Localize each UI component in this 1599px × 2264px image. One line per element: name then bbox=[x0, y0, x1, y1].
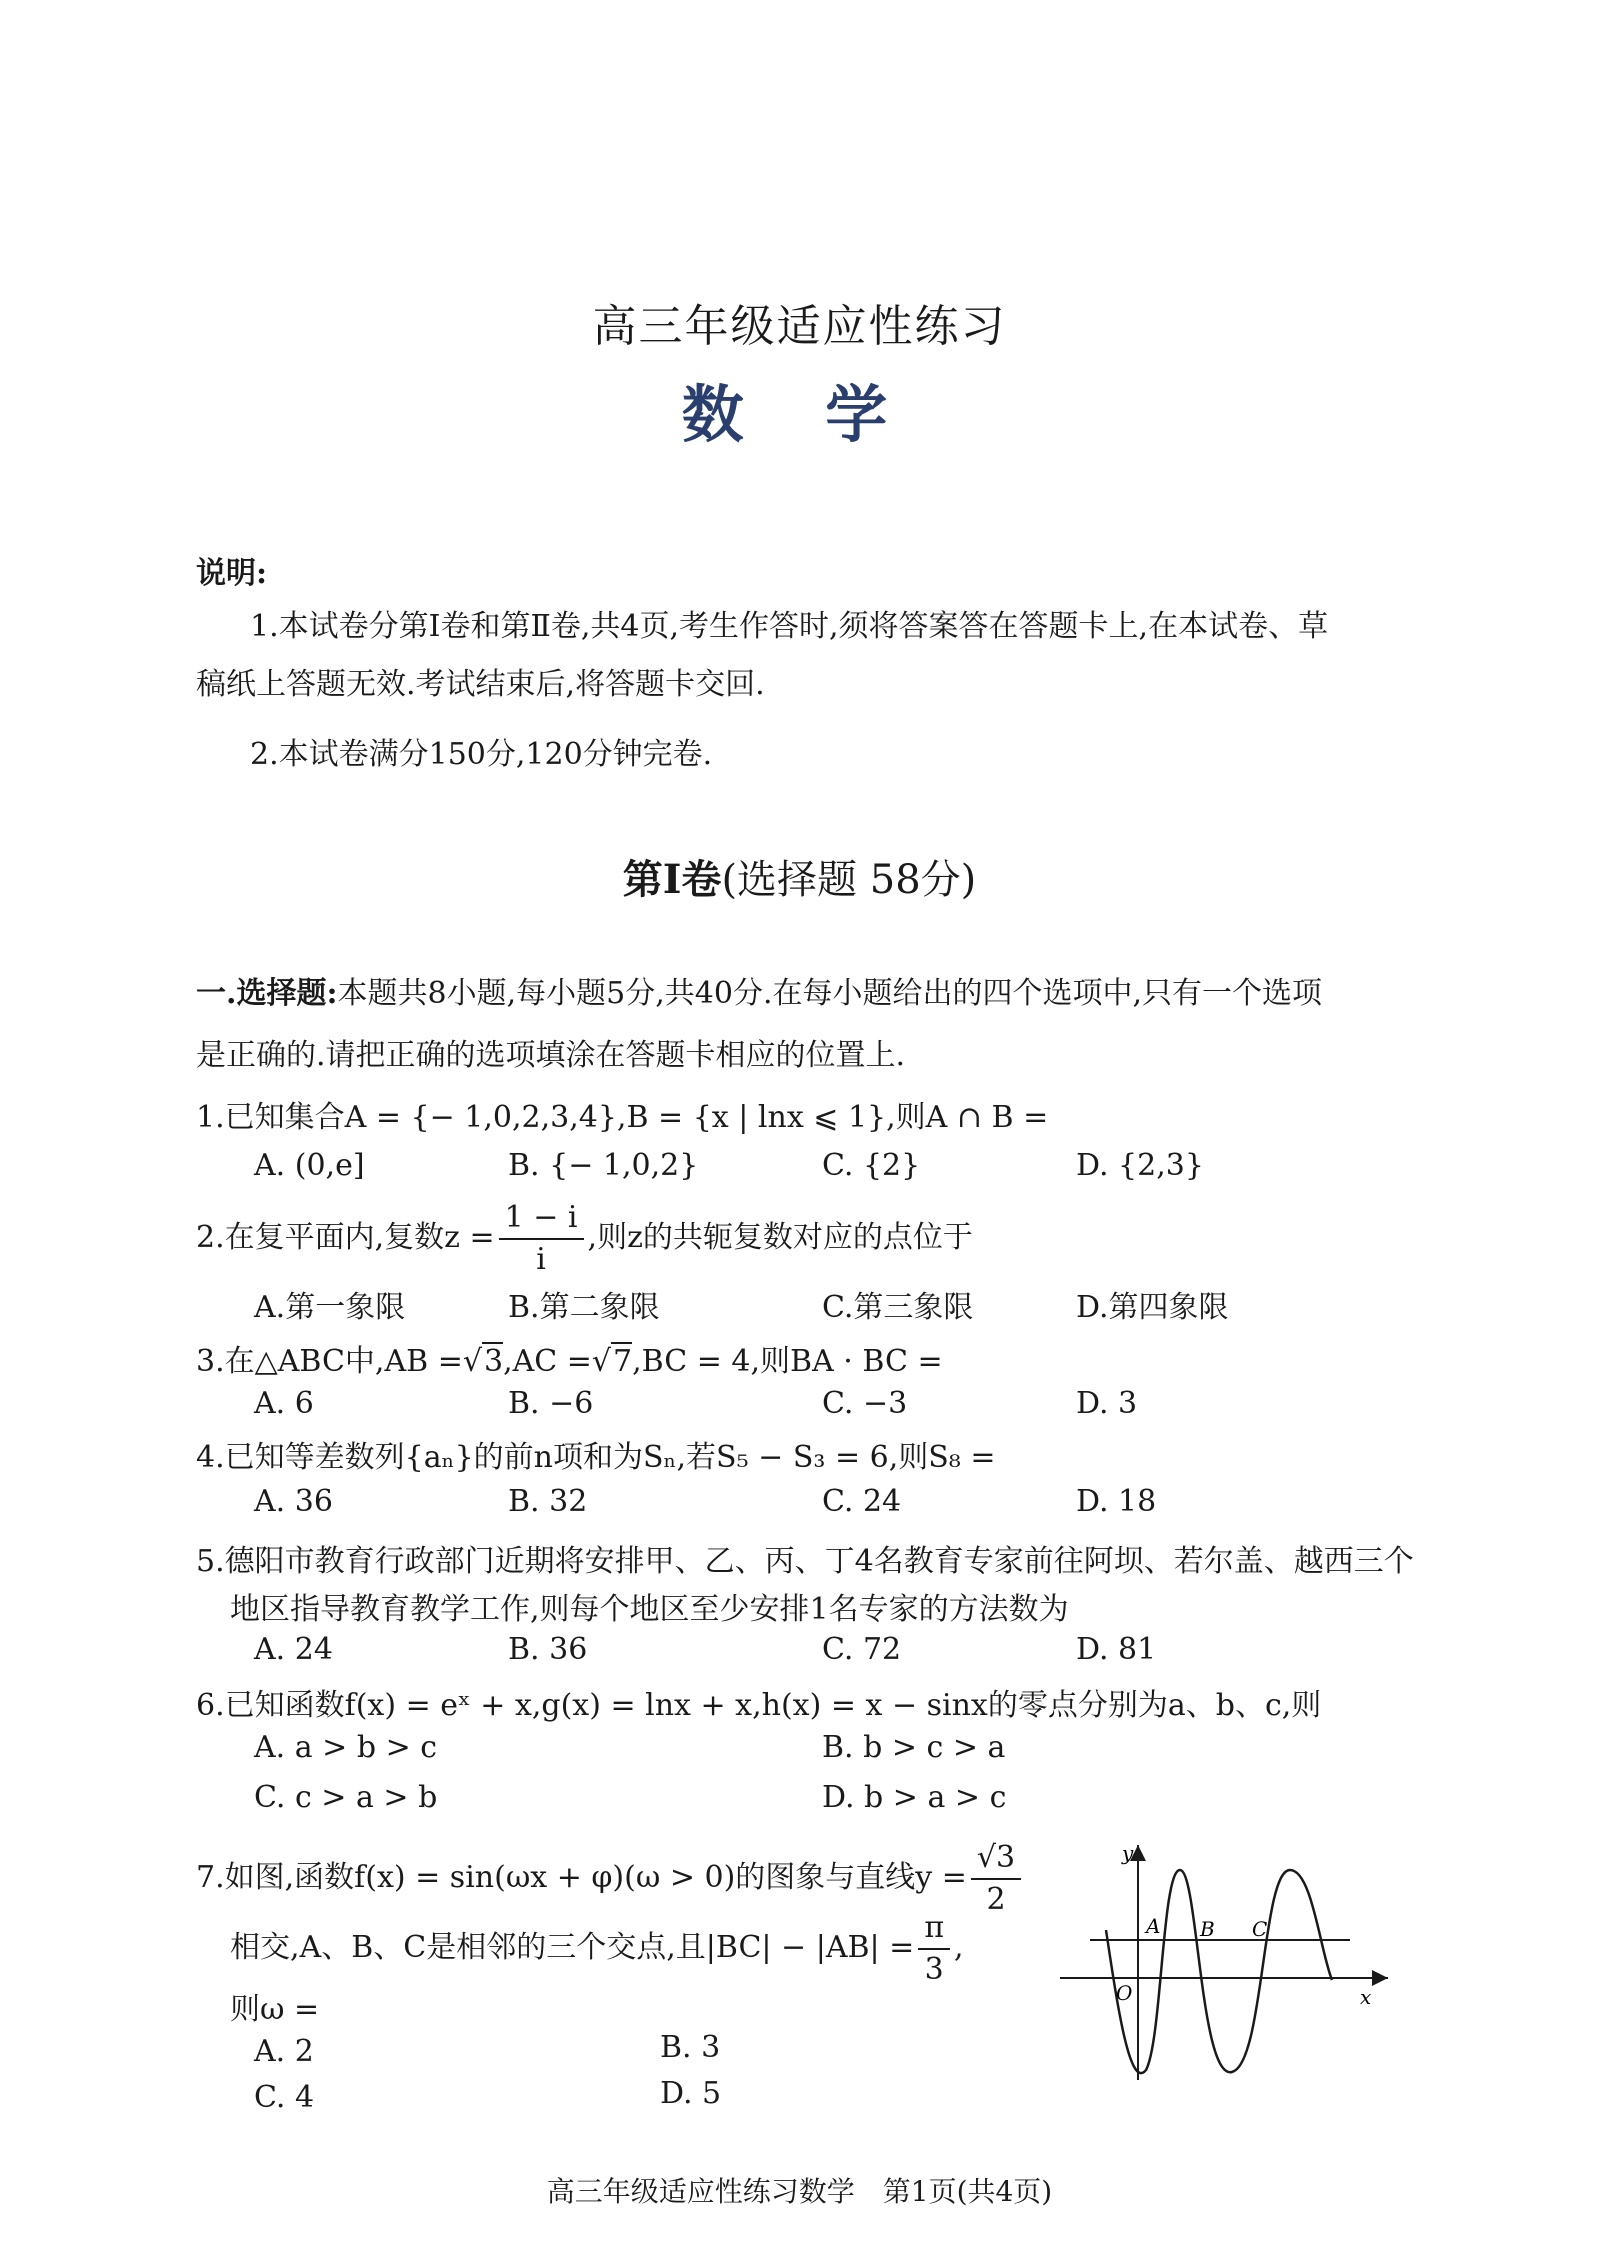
question-7-fraction-1-numerator: √3 bbox=[971, 1838, 1021, 1880]
question-3-option-d: D. 3 bbox=[1076, 1386, 1138, 1421]
question-2-fraction-denominator: i bbox=[536, 1242, 546, 1277]
origin-label: O bbox=[1116, 1981, 1133, 2005]
question-7-figure bbox=[1050, 1830, 1400, 2090]
part1-heading-bold: 一.选择题: bbox=[196, 976, 338, 1011]
question-3-stem-pre: 3.在△ABC中,AB = bbox=[196, 1344, 463, 1379]
question-5-option-c: C. 72 bbox=[822, 1632, 902, 1667]
instruction-2: 2.本试卷满分150分,120分钟完卷. bbox=[250, 737, 713, 772]
question-7-stem-pre: 7.如图,函数f(x) = sin(ωx + φ)(ω > 0)的图象与直线y = bbox=[196, 1860, 967, 1895]
question-4-option-c: C. 24 bbox=[822, 1484, 902, 1519]
question-7-fraction-2 bbox=[918, 1908, 950, 1990]
question-6-stem: 6.已知函数f(x) = eˣ + x,g(x) = lnx + x,h(x) = x − sinx的零点分别为a、b、c,则 bbox=[196, 1688, 1322, 1723]
question-7-fraction-1 bbox=[971, 1838, 1021, 1920]
question-5-stem-line-1: 5.德阳市教育行政部门近期将安排甲、乙、丙、丁4名教育专家前往阿坝、若尔盖、越西三个 bbox=[196, 1544, 1414, 1579]
question-3-stem-post: ,BC = 4,则BA · BC = bbox=[632, 1344, 943, 1379]
instructions-label: 说明: bbox=[196, 556, 268, 591]
question-6-option-d: D. b > a > c bbox=[822, 1780, 1007, 1815]
part1-heading-line-1 bbox=[196, 968, 1322, 1012]
question-7-option-d: D. 5 bbox=[660, 2076, 722, 2111]
section-title-rest: (选择题 58分) bbox=[721, 857, 977, 903]
question-1-option-a: A. (0,e] bbox=[254, 1148, 365, 1183]
point-a-label: A bbox=[1146, 1914, 1161, 1938]
question-5-option-a: A. 24 bbox=[254, 1632, 333, 1667]
question-7-fraction-2-numerator: π bbox=[918, 1908, 950, 1950]
sine-curve bbox=[1106, 1870, 1332, 2073]
exam-title: 高三年级适应性练习 bbox=[592, 301, 1007, 352]
question-7-line-2-post: , bbox=[954, 1930, 964, 1965]
section-title-bold: 第I卷 bbox=[622, 856, 722, 903]
question-2-option-a: A.第一象限 bbox=[254, 1290, 406, 1325]
question-7-line-2-pre: 相交,A、B、C是相邻的三个交点,且|BC| − |AB| = bbox=[230, 1930, 915, 1965]
question-3-stem-mid: ,AC = bbox=[503, 1344, 592, 1379]
question-6-option-a: A. a > b > c bbox=[254, 1730, 438, 1765]
question-3-stem bbox=[196, 1336, 943, 1380]
point-b-label: B bbox=[1200, 1917, 1215, 1941]
question-7-fraction-2-denominator: 3 bbox=[924, 1952, 944, 1987]
question-2-option-d: D.第四象限 bbox=[1076, 1290, 1229, 1325]
question-7-option-c: C. 4 bbox=[254, 2080, 315, 2115]
question-2-option-c: C.第三象限 bbox=[822, 1290, 974, 1325]
question-7-option-a: A. 2 bbox=[254, 2034, 314, 2069]
question-2-stem-pre: 2.在复平面内,复数z = bbox=[196, 1220, 495, 1255]
question-1-option-d: D. {2,3} bbox=[1076, 1148, 1204, 1183]
question-4-option-a: A. 36 bbox=[254, 1484, 333, 1519]
sqrt-icon: √ bbox=[462, 1344, 482, 1379]
question-3-option-c: C. −3 bbox=[822, 1386, 908, 1421]
question-2-option-b: B.第二象限 bbox=[508, 1290, 660, 1325]
question-3-option-b: B. −6 bbox=[508, 1386, 594, 1421]
question-6-option-b: B. b > c > a bbox=[822, 1730, 1006, 1765]
question-6-option-c: C. c > a > b bbox=[254, 1780, 438, 1815]
question-3-sqrt-1: 3 bbox=[483, 1344, 504, 1379]
sqrt-icon: √ bbox=[591, 1344, 612, 1379]
point-c-label: C bbox=[1252, 1917, 1268, 1941]
subject-title: 数 学 bbox=[681, 378, 918, 451]
part1-heading-rest: 本题共8小题,每小题5分,共40分.在每小题给出的四个选项中,只有一个选项 bbox=[337, 976, 1323, 1011]
question-4-stem: 4.已知等差数列{aₙ}的前n项和为Sₙ,若S₅ − S₃ = 6,则S₈ = bbox=[196, 1440, 996, 1475]
x-axis-label: x bbox=[1360, 1985, 1372, 2009]
question-5-option-b: B. 36 bbox=[508, 1632, 588, 1667]
question-5-option-d: D. 81 bbox=[1076, 1632, 1157, 1667]
question-1-option-c: C. {2} bbox=[822, 1148, 921, 1183]
question-2-stem bbox=[196, 1198, 973, 1280]
question-4-option-b: B. 32 bbox=[508, 1484, 588, 1519]
part1-heading-line-2: 是正确的.请把正确的选项填涂在答题卡相应的位置上. bbox=[196, 1038, 906, 1073]
question-4-option-d: D. 18 bbox=[1076, 1484, 1157, 1519]
question-3-option-a: A. 6 bbox=[254, 1386, 314, 1421]
question-2-fraction bbox=[499, 1198, 584, 1280]
question-2-stem-post: ,则z的共轭复数对应的点位于 bbox=[587, 1220, 973, 1255]
question-1-stem: 1.已知集合A = {− 1,0,2,3,4},B = {x | lnx ⩽ 1},则A ∩ B = bbox=[196, 1100, 1049, 1135]
question-7-fraction-1-denominator: 2 bbox=[986, 1882, 1006, 1917]
instruction-1-line-1: 1.本试卷分第Ⅰ卷和第Ⅱ卷,共4页,考生作答时,须将答案答在答题卡上,在本试卷、草 bbox=[250, 609, 1329, 644]
question-1-option-b: B. {− 1,0,2} bbox=[508, 1148, 699, 1183]
question-3-sqrt-2: 7 bbox=[613, 1344, 633, 1379]
section-title bbox=[0, 848, 1599, 905]
question-7-stem-line-3: 则ω = bbox=[230, 1992, 320, 2027]
question-5-stem-line-2: 地区指导教育教学工作,则每个地区至少安排1名专家的方法数为 bbox=[230, 1592, 1069, 1627]
question-7-stem-line-2 bbox=[230, 1908, 964, 1990]
page-footer: 高三年级适应性练习数学 第1页(共4页) bbox=[546, 2175, 1053, 2208]
question-7-option-b: B. 3 bbox=[660, 2030, 721, 2065]
instruction-1-line-2: 稿纸上答题无效.考试结束后,将答题卡交回. bbox=[196, 667, 765, 702]
y-axis-label: y bbox=[1122, 1841, 1134, 1865]
question-2-fraction-numerator: 1 − i bbox=[499, 1198, 584, 1240]
